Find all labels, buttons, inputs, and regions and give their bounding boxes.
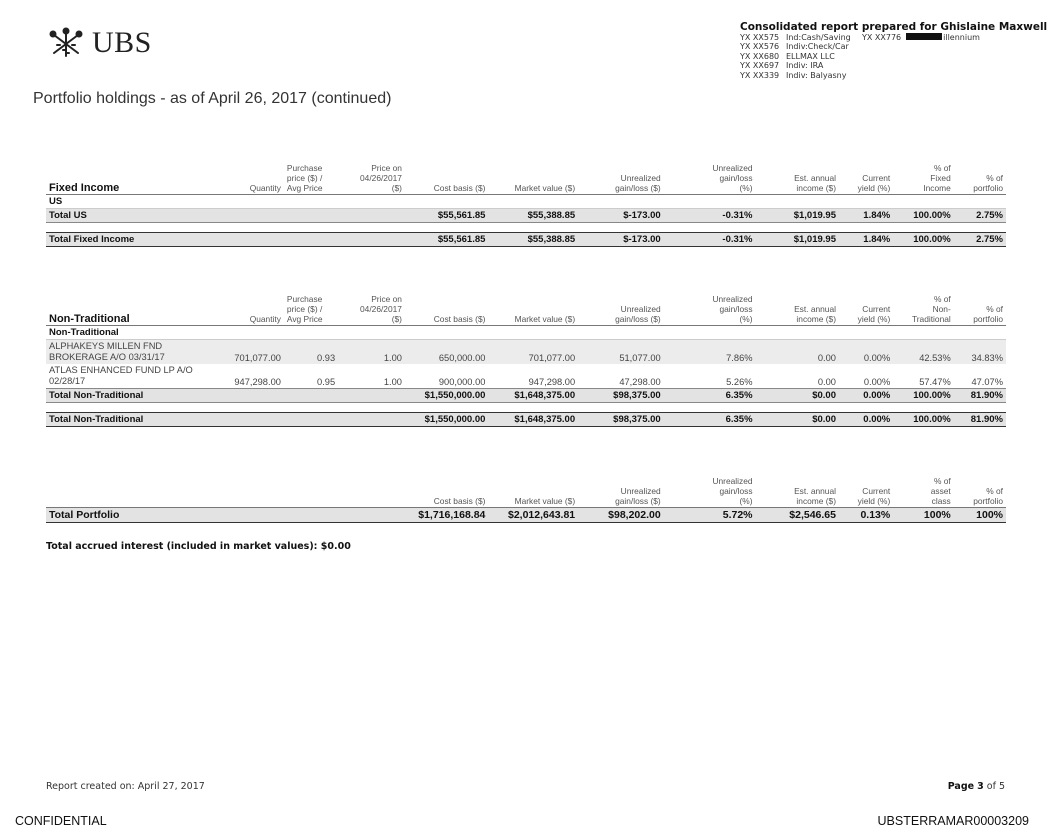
report-header-info	[740, 23, 1047, 81]
total-portfolio-table	[46, 475, 1006, 523]
account-name: Indiv:Check/Car	[786, 42, 849, 52]
total-label: Total Non-Traditional	[46, 389, 405, 403]
total-label: Total Non-Traditional	[46, 413, 405, 427]
current-yield: 0.00%	[839, 340, 893, 365]
page-label: Page	[947, 781, 975, 792]
account-row	[740, 33, 1047, 43]
unrealized-gain: $98,375.00	[578, 389, 664, 403]
est-income: 0.00	[756, 340, 839, 365]
market-value: $55,388.85	[488, 233, 578, 247]
fixed-income-table	[46, 162, 1006, 247]
col-pct-portfolio: % of portfolio	[954, 475, 1006, 508]
col-cost-basis: Cost basis ($)	[405, 293, 488, 326]
col-est-income: Est. annual income ($)	[756, 475, 839, 508]
grand-total-row	[46, 413, 1006, 427]
price: 1.00	[383, 377, 402, 387]
total-label: Total Portfolio	[46, 508, 405, 523]
account-name: Ind:Cash/Saving	[786, 32, 851, 42]
table-row	[46, 364, 1006, 389]
cost-basis: $55,561.85	[405, 209, 488, 223]
unrealized-pct: 6.35%	[664, 413, 756, 427]
col-unrealized: Unrealized gain/loss ($)	[578, 162, 664, 195]
current-yield: 0.00%	[839, 389, 893, 403]
pct-portfolio: 81.90%	[954, 413, 1006, 427]
cost-basis: 900,000.00	[438, 377, 486, 387]
unrealized-gain: $98,375.00	[578, 413, 664, 427]
account-number: YX XX776	[862, 32, 902, 42]
confidential-stamp: CONFIDENTIAL	[15, 814, 107, 828]
col-pct-class: % of asset class	[893, 475, 954, 508]
price: 1.00	[338, 340, 405, 365]
pct-portfolio: 81.90%	[954, 389, 1006, 403]
unrealized-pct: 6.35%	[664, 389, 756, 403]
account-row	[740, 71, 1047, 81]
report-created-date: Report created on: April 27, 2017	[46, 781, 205, 792]
non-traditional-table	[46, 293, 1006, 427]
table-header-row	[46, 162, 1006, 195]
est-income: 0.00	[817, 377, 836, 387]
account-number: YX XX697	[740, 61, 780, 71]
pct-portfolio: 2.75%	[954, 209, 1006, 223]
section-title: Fixed Income	[46, 162, 223, 195]
subsection-row	[46, 326, 1006, 340]
current-yield: 0.00%	[839, 413, 893, 427]
report-title: Portfolio holdings - as of April 26, 2017 (continued)	[33, 90, 392, 107]
purchase-price: 0.93	[284, 340, 338, 365]
col-unrealized-pct: Unrealized gain/loss (%)	[664, 475, 756, 508]
col-price-on: Price on 04/26/2017 ($)	[338, 162, 405, 195]
subsection-row	[46, 195, 1006, 209]
total-label: Total Fixed Income	[46, 233, 405, 247]
pct-class: 100.00%	[893, 389, 954, 403]
pct-portfolio: 100%	[954, 508, 1006, 523]
report-header-title: Consolidated report prepared for Ghislaine Maxwell	[740, 21, 1048, 33]
page-indicator	[948, 781, 1005, 792]
account-name: Indiv: IRA	[786, 61, 824, 71]
subsection-title: Non-Traditional	[46, 326, 1006, 340]
grand-total-row	[46, 233, 1006, 247]
current-yield: 0.00%	[863, 377, 891, 387]
account-name: Indiv: Balyasny	[786, 70, 847, 80]
current-yield: 1.84%	[839, 209, 893, 223]
est-income: $1,019.95	[756, 233, 839, 247]
col-pct-class: % of Non- Traditional	[893, 293, 954, 326]
account-row	[740, 42, 1047, 52]
pct-portfolio: 2.75%	[954, 233, 1006, 247]
unrealized-pct: -0.31%	[664, 209, 756, 223]
cost-basis: 650,000.00	[405, 340, 488, 365]
col-purchase-price: Purchase price ($) / Avg Price	[284, 162, 338, 195]
redaction-box	[906, 33, 942, 40]
est-income: $2,546.65	[756, 508, 839, 523]
ubs-logo	[46, 26, 152, 60]
accrued-interest-note: Total accrued interest (included in market values): $0.00	[46, 541, 351, 552]
page-number: 3	[977, 781, 984, 792]
account-number: YX XX576	[740, 42, 780, 52]
unrealized-pct: 5.72%	[664, 508, 756, 523]
table-header-row	[46, 293, 1006, 326]
market-value: $1,648,375.00	[488, 389, 578, 403]
account-number: YX XX575	[740, 32, 780, 42]
page-total: of 5	[986, 781, 1005, 792]
col-current-yield: Current yield (%)	[839, 293, 893, 326]
quantity: 701,077.00	[223, 340, 284, 365]
col-current-yield: Current yield (%)	[839, 162, 893, 195]
est-income: $1,019.95	[756, 209, 839, 223]
col-cost-basis: Cost basis ($)	[405, 475, 488, 508]
account-row	[740, 61, 1047, 71]
col-unrealized: Unrealized gain/loss ($)	[578, 475, 664, 508]
col-pct-class: % of Fixed Income	[893, 162, 954, 195]
purchase-price: 0.95	[317, 377, 336, 387]
pct-class: 100.00%	[893, 233, 954, 247]
est-income: $0.00	[756, 413, 839, 427]
col-cost-basis: Cost basis ($)	[405, 162, 488, 195]
account-number: YX XX339	[740, 70, 780, 80]
market-value: 701,077.00	[488, 340, 578, 365]
table-row	[46, 340, 1006, 365]
pct-portfolio: 34.83%	[954, 340, 1006, 365]
holding-name: ATLAS ENHANCED FUND LP A/O 02/28/17	[49, 365, 193, 386]
account-row	[740, 52, 1047, 62]
grand-total-row	[46, 508, 1006, 523]
col-est-income: Est. annual income ($)	[756, 162, 839, 195]
col-current-yield: Current yield (%)	[839, 475, 893, 508]
ubs-keys-icon	[46, 27, 86, 59]
pct-class: 100.00%	[893, 413, 954, 427]
pct-class: 57.47%	[919, 377, 951, 387]
market-value: $55,388.85	[488, 209, 578, 223]
unrealized-gain: 47,298.00	[619, 377, 661, 387]
unrealized-gain: $-173.00	[578, 233, 664, 247]
market-value: $1,648,375.00	[488, 413, 578, 427]
col-pct-portfolio: % of portfolio	[954, 162, 1006, 195]
col-market-value: Market value ($)	[488, 475, 578, 508]
market-value: $2,012,643.81	[488, 508, 578, 523]
ubs-wordmark: UBS	[92, 26, 152, 59]
table-header-row	[46, 475, 1006, 508]
pct-portfolio: 47.07%	[971, 377, 1003, 387]
unrealized-pct: 5.26%	[726, 377, 753, 387]
col-market-value: Market value ($)	[488, 293, 578, 326]
total-label: Total US	[46, 209, 405, 223]
col-market-value: Market value ($)	[488, 162, 578, 195]
total-row	[46, 209, 1006, 223]
pct-class: 100%	[893, 508, 954, 523]
cost-basis: $1,716,168.84	[405, 508, 488, 523]
cost-basis: $1,550,000.00	[405, 413, 488, 427]
quantity: 947,298.00	[234, 377, 281, 387]
unrealized-gain: 51,077.00	[578, 340, 664, 365]
unrealized-gain: $-173.00	[578, 209, 664, 223]
market-value: 947,298.00	[528, 377, 576, 387]
col-unrealized-pct: Unrealized gain/loss (%)	[664, 293, 756, 326]
est-income: $0.00	[756, 389, 839, 403]
col-purchase-price: Purchase price ($) / Avg Price	[284, 293, 338, 326]
current-yield: 1.84%	[839, 233, 893, 247]
col-unrealized-pct: Unrealized gain/loss (%)	[664, 162, 756, 195]
unrealized-gain: $98,202.00	[578, 508, 664, 523]
bates-number: UBSTERRAMAR00003209	[877, 814, 1029, 828]
account-number: YX XX680	[740, 51, 780, 61]
account-name: illennium	[943, 32, 980, 42]
col-quantity: Quantity	[223, 162, 284, 195]
subsection-title: US	[46, 195, 1006, 209]
col-unrealized: Unrealized gain/loss ($)	[578, 293, 664, 326]
col-price-on: Price on 04/26/2017 ($)	[338, 293, 405, 326]
pct-class: 100.00%	[893, 209, 954, 223]
pct-class: 42.53%	[893, 340, 954, 365]
cost-basis: $1,550,000.00	[405, 389, 488, 403]
total-row	[46, 389, 1006, 403]
col-quantity: Quantity	[223, 293, 284, 326]
unrealized-pct: 7.86%	[664, 340, 756, 365]
cost-basis: $55,561.85	[405, 233, 488, 247]
col-est-income: Est. annual income ($)	[756, 293, 839, 326]
section-title: Non-Traditional	[46, 293, 223, 326]
holding-name: ALPHAKEYS MILLEN FND BROKERAGE A/O 03/31/17	[46, 340, 223, 365]
current-yield: 0.13%	[839, 508, 893, 523]
unrealized-pct: -0.31%	[664, 233, 756, 247]
account-name: ELLMAX LLC	[786, 51, 835, 61]
col-pct-portfolio: % of portfolio	[954, 293, 1006, 326]
